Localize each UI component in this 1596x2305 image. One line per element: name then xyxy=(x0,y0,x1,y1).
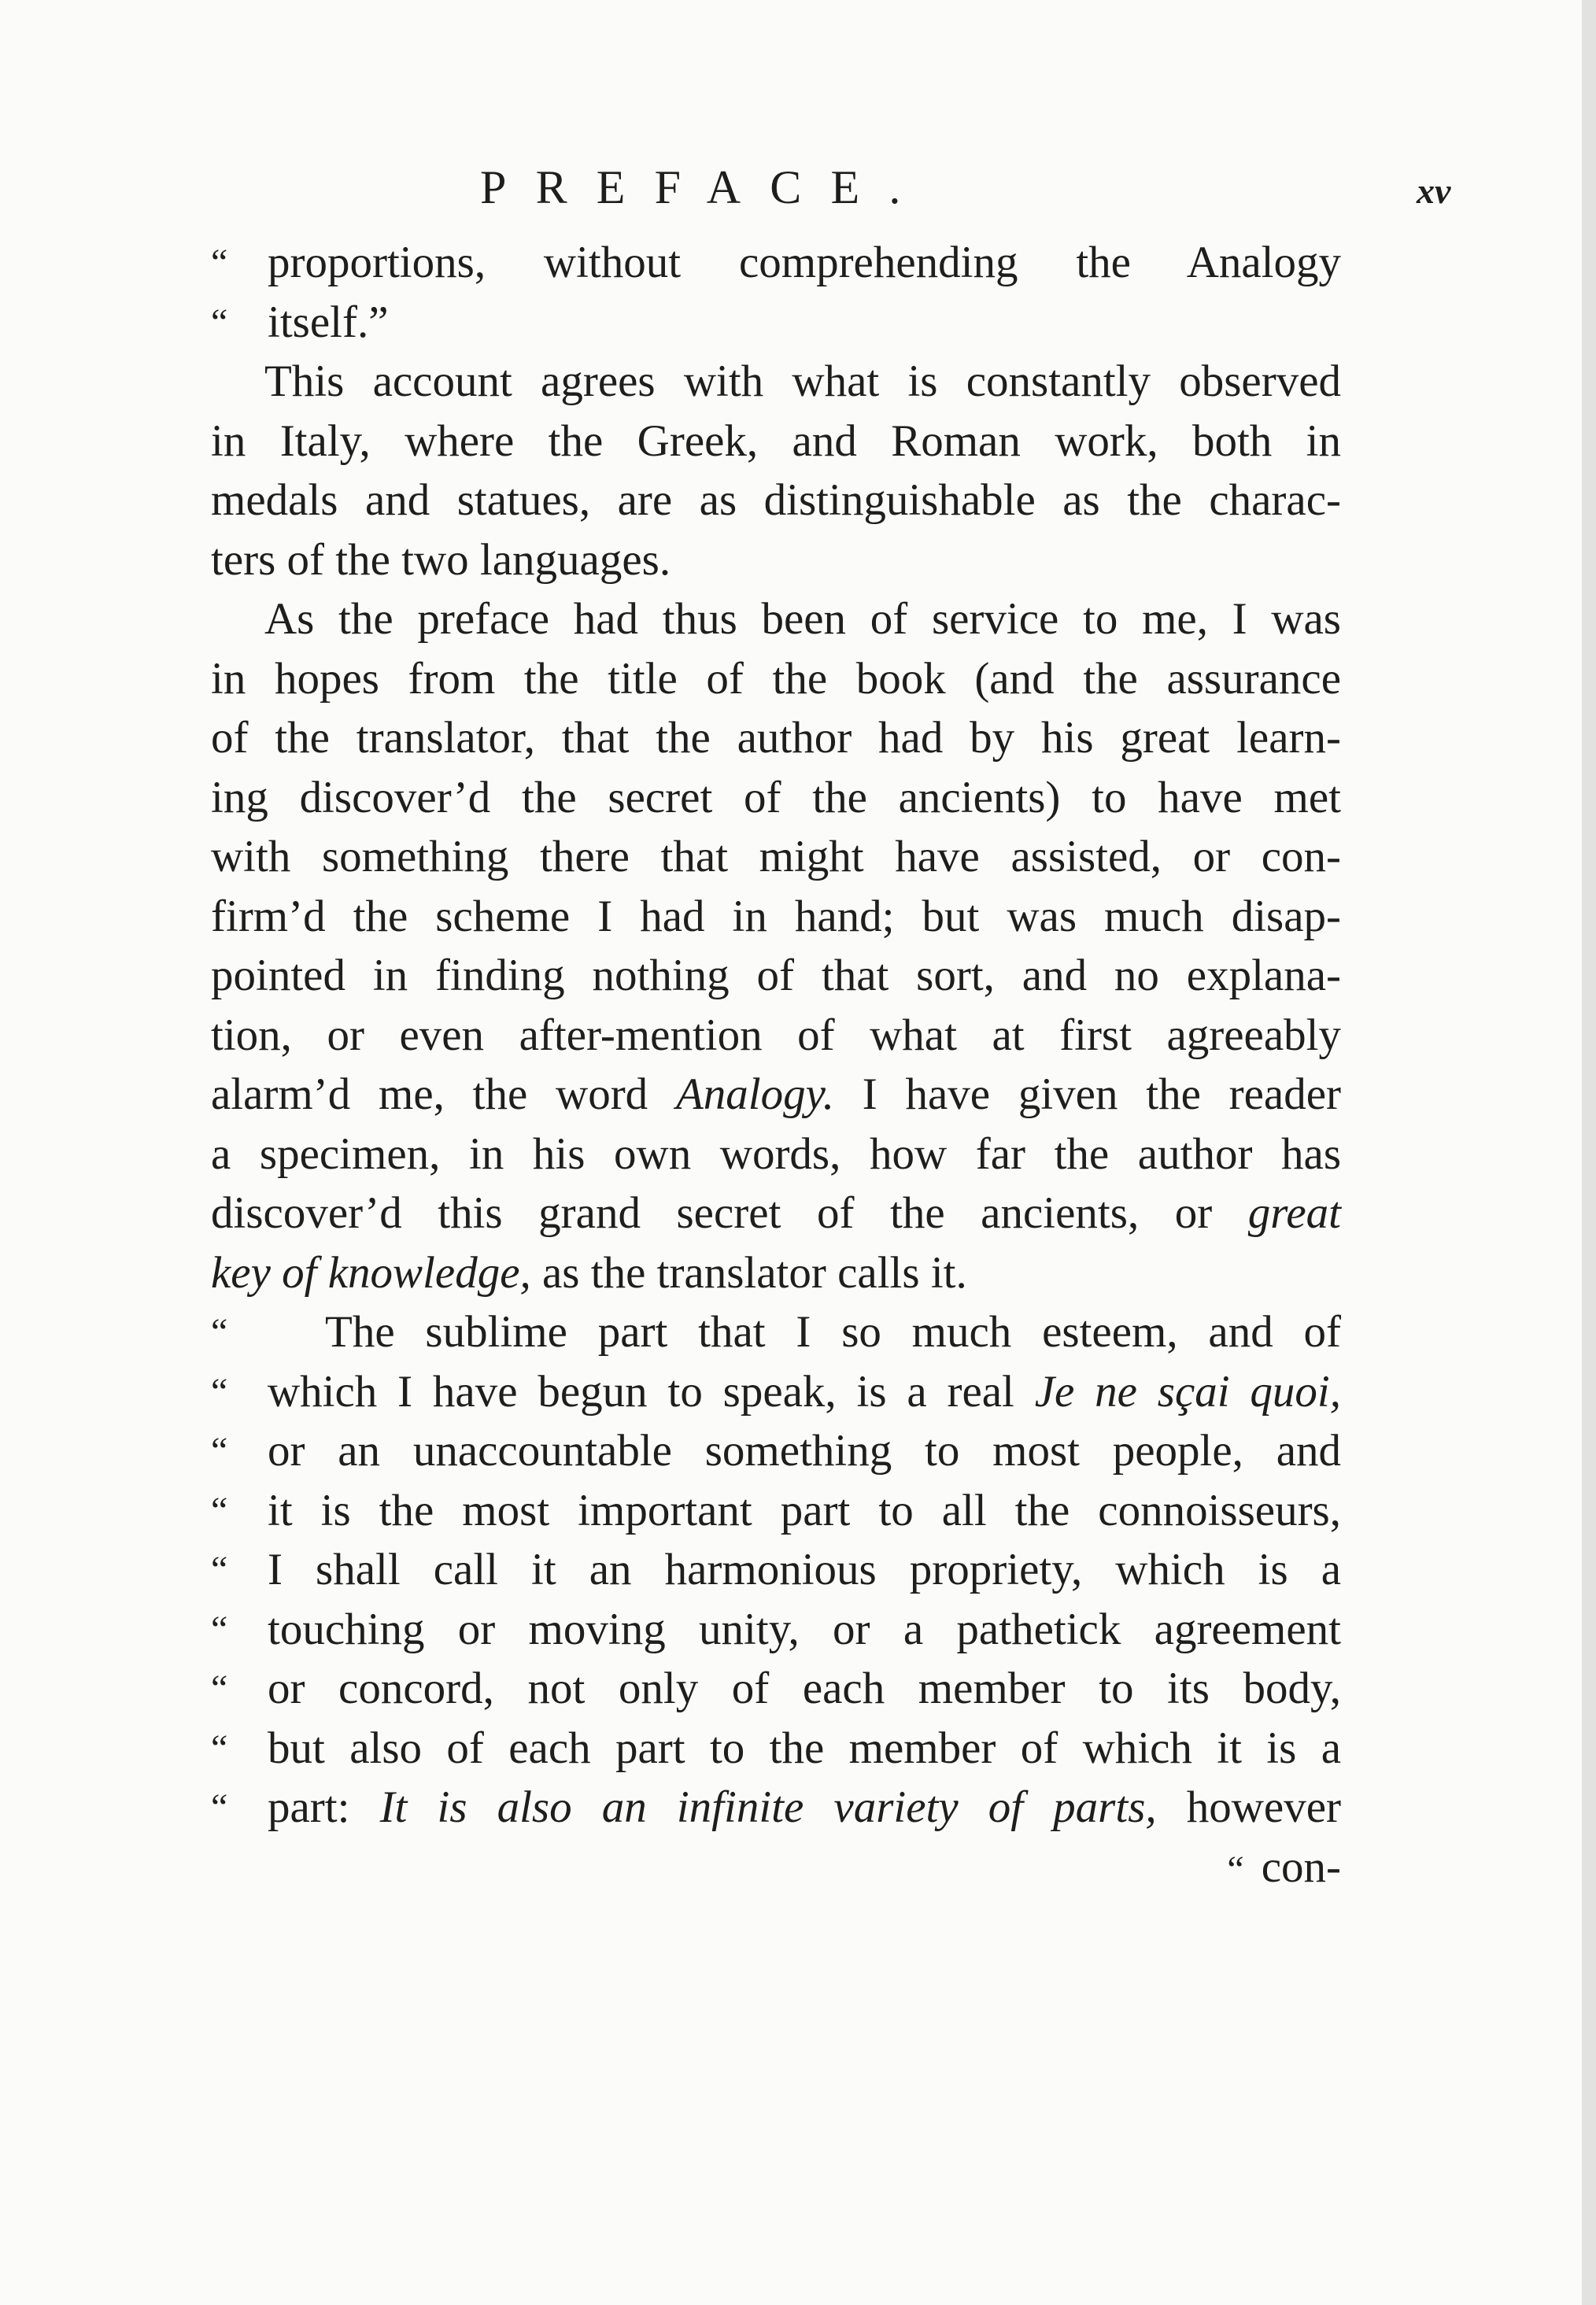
text-line xyxy=(211,1362,1341,1422)
quotation-mark: “ xyxy=(211,1786,228,1828)
text-run: part: xyxy=(268,1782,380,1832)
text-line xyxy=(211,1006,1341,1066)
text-line xyxy=(211,1184,1341,1243)
running-title: PREFACE. xyxy=(480,161,930,213)
text-run: The sublime part that I so much esteem, and of xyxy=(325,1307,1341,1357)
page-header xyxy=(0,156,1596,219)
text-run: This account agrees with what is constantly observed xyxy=(264,356,1341,406)
text-line xyxy=(211,412,1341,471)
text-line xyxy=(211,293,1341,353)
text-run: in hopes from the title of the book (and the assurance xyxy=(211,653,1341,704)
text-run: proportions, without comprehending the Analogy xyxy=(268,238,1341,287)
text-line xyxy=(211,530,1341,590)
text-line xyxy=(211,1719,1341,1779)
text-line xyxy=(211,1065,1341,1125)
quotation-mark: “ xyxy=(211,1727,228,1769)
text-line xyxy=(211,589,1341,649)
text-run: ing discover’d the secret of the ancients) to have met xyxy=(211,772,1341,822)
italic-text: Analogy. xyxy=(675,1069,834,1119)
text-run: alarm’d me, the word xyxy=(211,1069,676,1119)
italic-text: great xyxy=(1247,1188,1341,1238)
quotation-mark: “ xyxy=(211,1668,228,1709)
text-run: but also of each part to the member of which it is a xyxy=(268,1723,1341,1773)
text-line xyxy=(211,1659,1341,1719)
text-line xyxy=(211,1243,1341,1303)
page-number: xv xyxy=(1417,171,1451,211)
text-run: pointed in finding nothing of that sort, and no explana- xyxy=(211,951,1341,1000)
text-run: ters of the two languages. xyxy=(211,534,671,585)
text-line xyxy=(211,768,1341,828)
text-line xyxy=(211,708,1341,768)
quotation-mark: “ xyxy=(211,1430,228,1472)
quotation-mark: “ xyxy=(211,1489,228,1531)
text-run: as the translator calls it. xyxy=(530,1247,967,1298)
text-run: a specimen, in his own words, how far the author has xyxy=(211,1128,1341,1179)
text-line xyxy=(211,1481,1341,1541)
catchword-text: con- xyxy=(1261,1841,1341,1892)
italic-text: Je ne sçai quoi, xyxy=(1034,1366,1341,1417)
text-run: discover’d this grand secret of the ancients, or xyxy=(211,1188,1248,1238)
text-line xyxy=(211,887,1341,947)
quotation-mark: “ xyxy=(211,242,228,283)
text-run: in Italy, where the Greek, and Roman work, both in xyxy=(211,416,1341,466)
text-run: or concord, not only of each member to its body, xyxy=(268,1664,1341,1713)
text-line xyxy=(211,1302,1341,1362)
text-line xyxy=(211,1421,1341,1481)
text-line xyxy=(211,946,1341,1006)
text-run: or an unaccountable something to most people, and xyxy=(268,1426,1341,1476)
quotation-mark: “ xyxy=(211,1549,228,1590)
text-line xyxy=(211,649,1341,709)
quotation-mark: “ xyxy=(1227,1848,1244,1890)
text-line xyxy=(211,352,1341,412)
text-run: I have given the reader xyxy=(834,1069,1341,1119)
quotation-mark: “ xyxy=(211,1608,228,1650)
italic-text: key of knowledge, xyxy=(211,1247,531,1298)
quotation-mark: “ xyxy=(211,1311,228,1353)
catchword xyxy=(211,1838,1341,1897)
text-line xyxy=(211,827,1341,887)
text-run: medals and statues, are as distinguishable as the charac- xyxy=(211,475,1341,525)
text-line xyxy=(211,1125,1341,1184)
text-run: firm’d the scheme I had in hand; but was much disap- xyxy=(211,891,1341,941)
quotation-mark: “ xyxy=(211,301,228,343)
text-run: itself.” xyxy=(268,297,389,347)
body-text xyxy=(211,233,1341,1897)
text-line xyxy=(211,1540,1341,1600)
text-run: it is the most important part to all the connoisseurs, xyxy=(268,1485,1341,1535)
text-run: of the translator, that the author had by his great learn- xyxy=(211,713,1341,763)
text-run: I shall call it an harmonious propriety, which is a xyxy=(268,1545,1341,1594)
text-line xyxy=(211,233,1341,293)
text-run: touching or moving unity, or a pathetick agreement xyxy=(268,1604,1341,1654)
text-line xyxy=(211,1600,1341,1660)
italic-text: It is also an infinite variety of parts, xyxy=(379,1782,1157,1832)
text-run: however xyxy=(1156,1782,1341,1832)
text-line xyxy=(211,1778,1341,1838)
text-run: As the preface had thus been of service to me, I was xyxy=(264,594,1341,644)
text-run: which I have begun to speak, is a real xyxy=(268,1366,1035,1417)
quotation-mark: “ xyxy=(211,1370,228,1413)
page-edge-shadow xyxy=(1582,0,1596,2305)
text-line xyxy=(211,471,1341,530)
text-run: with something there that might have assisted, or con- xyxy=(211,832,1341,881)
text-run: tion, or even after-mention of what at first agreeably xyxy=(211,1010,1341,1060)
